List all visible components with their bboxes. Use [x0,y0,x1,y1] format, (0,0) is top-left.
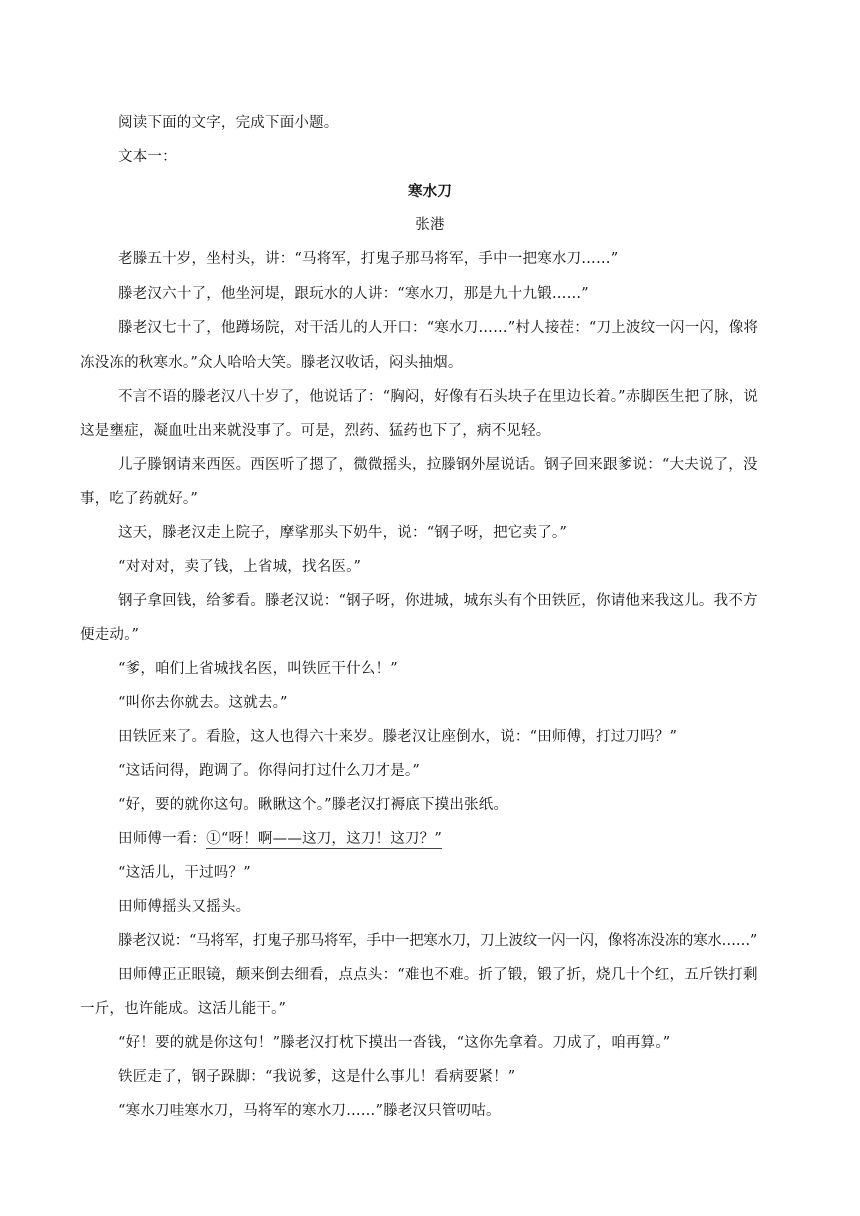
paragraph-line: 这是壅症，凝血吐出来就没事了。可是，烈药、猛药也下了，病不见轻。 [80,423,551,439]
paragraph-line: “叫你去你就去。这就去。” [118,695,288,711]
paragraph-line: “这活儿，干过吗？” [118,865,251,881]
underlined-sentence-1: ①“呀！啊——这刀，这刀！这刀？” [206,831,442,847]
paragraph-line [80,829,822,849]
paragraph-line: 儿子滕钢请来西医。西医听了摁了，微微摇头，拉滕钢外屋说话。钢子回来跟爹说：“大夫说了，没 [118,457,758,473]
paragraph-line: “对对对，卖了钱，上省城，找名医。” [118,559,362,575]
paragraph-line: 事，吃了药就好。” [80,491,198,507]
paragraph-line: “好，要的就你这句。瞅瞅这个。”滕老汉打褥底下摸出张纸。 [118,797,509,813]
paragraph-line: 冻没冻的秋寒水。”众人哈哈大笑。滕老汉收话，闷头抽烟。 [80,355,463,371]
paragraph-line: 铁匠走了，钢子跺脚：“我说爹，这是什么事儿！看病要紧！” [118,1069,516,1085]
paragraph-line: 滕老汉七十了，他蹲场院，对干活儿的人开口：“寒水刀……”村人接茬：“刀上波纹一闪一闪，像将 [118,320,759,336]
story-title: 寒水刀 [407,183,453,200]
paragraph-line: 一斤，也许能成。这活儿能干。” [80,1001,287,1017]
paragraph-line: “好！要的就是你这句！”滕老汉打枕下摸出一沓钱，“这你先拿着。刀成了，咱再算。” [118,1035,671,1051]
paragraph-line: 钢子拿回钱，给爹看。滕老汉说：“钢子呀，你进城，城东头有个田铁匠，你请他来我这儿。我不方 [118,593,758,609]
paragraph-line: “爹，咱们上省城找名医，叫铁匠干什么！” [118,661,398,677]
paragraph-line: 田师傅正正眼镜，颠来倒去细看，点点头：“难也不难。折了锻，锻了折，烧几十个红，五斤铁打剩 [118,967,758,983]
instruction-text: 阅读下面的文字，完成下面小题。 [118,115,339,131]
story-author: 张港 [415,217,445,233]
line-prefix: 田师傅一看： [118,831,207,847]
paragraph-line: 这天，滕老汉走上院子，摩挲那头下奶牛，说：“钢子呀，把它卖了。” [118,525,567,541]
paragraph-line: 滕老汉六十了，他坐河堤，跟玩水的人讲：“寒水刀，那是九十九锻……” [118,286,589,302]
paragraph-line: 不言不语的滕老汉八十岁了，他说话了：“胸闷，好像有石头块子在里边长着。”赤脚医生把了脉，说 [118,389,759,405]
text-label: 文本一： [118,149,177,165]
paragraph-line: 田铁匠来了。看脸，这人也得六十来岁。滕老汉让座倒水，说：“田师傅，打过刀吗？” [118,729,678,745]
paragraph-line: 田师傅摇头又摇头。 [118,899,251,915]
paragraph-line: 老滕五十岁，坐村头，讲：“马将军，打鬼子那马将军，手中一把寒水刀……” [118,251,619,267]
paragraph-line: “寒水刀哇寒水刀，马将军的寒水刀……”滕老汉只管叨咕。 [118,1103,501,1119]
paragraph-line: “这话问得，跑调了。你得问打过什么刀才是。” [118,763,420,779]
paragraph-line: 便走动。” [80,627,140,643]
paragraph-line: 滕老汉说：“马将军，打鬼子那马将军，手中一把寒水刀，刀上波纹一闪一闪，像将冻没冻的寒水……” [118,933,758,949]
